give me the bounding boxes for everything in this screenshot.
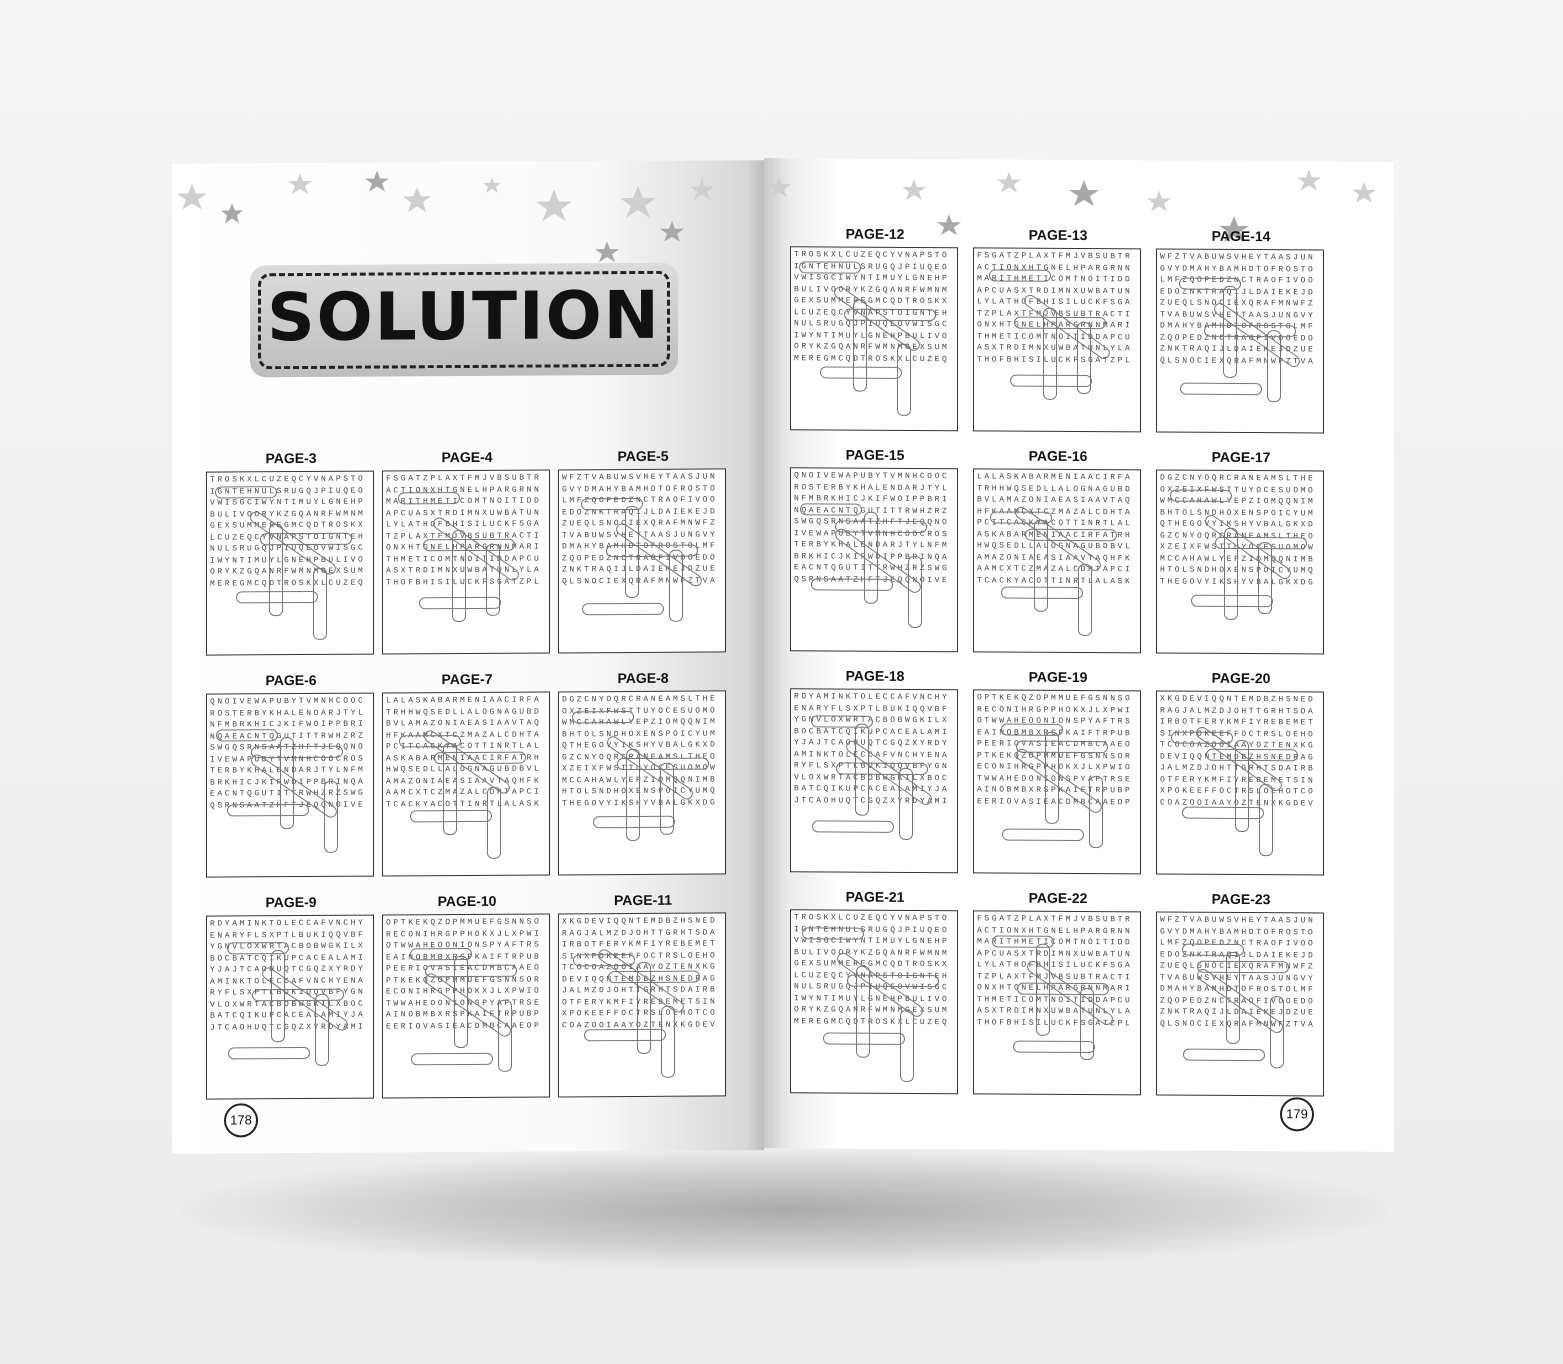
word-search-grid: RDYAMINKTOLECCAFVNCHYENARYFLSXPTLBUKIQQVBFYGNVLOXWRTACBOBWGKILXBOCBATCQIKUPCACEALAMIYJAJTCAOHUQTCGQZXYRDYAMINKTOLECCAFVNCHYENARYFLSXPTLBUKIQQVBFYGNVLOXWRTACBOBWGKILXBOCBATCQIKUPCACEALAMIYJAJTCAOHUQTCGQZXYRDYAMI	[206, 915, 374, 1100]
puzzle-title: PAGE-20	[1211, 669, 1271, 687]
answer-highlight	[216, 729, 278, 741]
answer-highlight	[989, 269, 1051, 281]
answer-highlight	[251, 746, 343, 759]
word-search-grid: WFZTVABUWSVHEYTAASJUNGVYDMAHYBAMHDTOFROSTOLMFZQOPEDZNCTRAOFIVOOEDOZNKTRAQIJLDAIEKEJDZUEQLSNOCIEXQRAFMNWFZTVABUWSVHEYTAASJUNGVYDMAHYBAMHDTOFROSTOLMFZQOPEDZNCTRAOFIVOOEDOZNKTRAQIJLDAIEKEJDZUEQLSNOCIEXQRAFMNWFZTVA	[558, 468, 726, 653]
answer-highlight	[1182, 807, 1264, 820]
word-search-grid: WFZTVABUWSVHEYTAASJUNGVYDMAHYBAMHDTOFROSTOLMFZQOPEDZNCTRAOFIVOOEDOZNKTRAQIJLDAIEKEJDZUEQLSNOCIEXQRAFMNWFZTVABUWSVHEYTAASJUNGVYDMAHYBAMHDTOFROSTOLMFZQOPEDZNCTRAOFIVOOEDOZNKTRAQIJLDAIEKEJDZUEQLSNOCIEXQRAFMNWFZTVA	[1156, 248, 1324, 433]
puzzle-title: PAGE-18	[845, 667, 905, 684]
answer-highlight	[1180, 383, 1262, 396]
puzzle-tile	[790, 887, 960, 1094]
puzzle-tile	[790, 224, 960, 431]
answer-highlight	[227, 804, 309, 817]
word-search-grid: QNOIVEWAPUBYTVMNHCOOCROSTERBYKHALENDARJTYLNFMBRKHICJKIFWOIPPBRINQAEACNTQGUTITTRWHZRZSWGQSRNSAATZHFTJEQQNOIVEWAPUBYTVMNHCOOCROSTERBYKHALENDARJTYLNFMBRKHICJKIFWOIPPBRINQAEACNTQGUTITTRWHZRZSWGQSRNSAATZHFTJEQQNOIVE	[790, 467, 958, 652]
puzzle-title: PAGE-11	[613, 891, 673, 909]
puzzle-title: PAGE-6	[265, 671, 317, 689]
puzzle-tile	[973, 888, 1143, 1095]
puzzle-tile	[1156, 668, 1326, 875]
puzzle-tile	[973, 225, 1143, 432]
puzzle-tile	[558, 668, 728, 875]
puzzle-title: PAGE-22	[1028, 889, 1088, 907]
word-search-grid: DGZCNYOQRCRANEAMSLTHEOXZEIXFWSTTUYOCESUOMOWMCCAHAWLYEPZIOMQQNIMBHTOLSNDHOXENSPOICYUMQTHEGOVYIKSHYVBALGKXDGZCNYOQRCRANEAMSLTHEOXZEIXFWSTTUYOCESUOMOWMCCAHAWLYEPZIOMQQNIMBHTOLSNDHOXENSPOICYUMQTHEGOVYIKSHYVBALGKXDG	[558, 690, 726, 875]
puzzle-title: PAGE-19	[1028, 668, 1088, 686]
answer-highlight	[897, 344, 911, 416]
answer-highlight	[411, 1053, 493, 1066]
page-number-right: 179	[1280, 1097, 1314, 1131]
answer-highlight	[584, 1029, 666, 1042]
answer-highlight	[582, 603, 664, 616]
word-search-grid: LALASKABARMENIAACIRFATRHHWQSEDLLALOGNAGUBDBVLAMAZONIAEASIAAVTAQHFKAAMCXTCZMAZALCDHTAPCITCACKYACOTTINRTLALASKABARMENIAACIRFATRHHWQSEDLLALOGNAGUBDBVLAMAZONIAEASIAAVTAQHFKAAMCXTCZMAZALCDHTAPCITCACKYACOTTINRTLALASK	[382, 691, 550, 876]
puzzle-tile	[206, 671, 376, 878]
puzzle-title: PAGE-5	[617, 447, 669, 465]
puzzle-title: PAGE-8	[617, 669, 669, 687]
answer-highlight	[313, 568, 327, 640]
answer-highlight	[1259, 784, 1273, 856]
answer-highlight	[228, 1047, 310, 1060]
answer-highlight	[812, 820, 894, 833]
word-search-grid: FSGATZPLAXTFMJVBSUBTRACTIONXHTGNELHPARGRNNMARITHMETICOMTNOITIDDAPCUASXTRDIMNXUWBATUNLYLATHOFBHISILUCKFSGATZPLAXTFMJVBSUBTRACTIONXHTGNELHPARGRNNMARITHMETICOMTNOITIDDAPCUASXTRDIMNXUWBATUNLYLATHOFBHISILUCKFSGATZPL	[382, 469, 550, 654]
answer-highlight	[835, 521, 927, 534]
puzzle-tile	[206, 893, 376, 1100]
banner-title: SOLUTION	[267, 276, 661, 357]
puzzle-title: PAGE-12	[845, 225, 905, 242]
word-search-grid: XKGDEVIQQNTEMDBZHSNEDRAGJALMZDJOHTTGRHTSDAIRBOTFERYKMFIYREBEMETSINXPOKEEFFOCTRSLOEHOTCOCOAZOOIAAYOZTENXKGDEVIQQNTEMDBZHSNEDRAGJALMZDJOHTTGRHTSDAIRBOTFERYKMFIYREBEMETSINXPOKEEFFOCTRSLOEHOTCOCOAZOOIAAYOZTENXKGDEV	[558, 912, 726, 1097]
puzzle-tile	[382, 669, 552, 876]
answer-highlight	[800, 503, 862, 515]
puzzle-title: PAGE-21	[845, 888, 905, 905]
puzzle-tile	[973, 667, 1143, 874]
answer-highlight	[1013, 1041, 1095, 1054]
puzzle-title: PAGE-7	[441, 670, 493, 688]
puzzle-tile	[790, 445, 960, 652]
puzzle-title: PAGE-13	[1028, 226, 1088, 244]
answer-highlight	[487, 787, 501, 859]
puzzle-tile	[382, 447, 552, 654]
puzzle-title: PAGE-10	[437, 892, 497, 910]
word-search-grid: QNOIVEWAPUBYTVMNHCOOCROSTERBYKHALENDARJTYLNFMBRKHICJKIFWOIPPBRINQAEACNTQGUTITTRWHZRZSWGQSRNSAATZHFTJEQQNOIVEWAPUBYTVMNHCOOCROSTERBYKHALENDARJTYLNFMBRKHICJKIFWOIPPBRINQAEACNTQGUTITTRWHZRZSWGQSRNSAATZHFTJEQQNOIVE	[206, 693, 374, 878]
puzzle-title: PAGE-16	[1028, 447, 1088, 465]
puzzle-tile	[973, 446, 1143, 653]
left-page	[172, 160, 764, 1154]
answer-highlight	[271, 950, 285, 1042]
puzzle-tile	[558, 890, 728, 1097]
word-search-grid: FSGATZPLAXTFMJVBSUBTRACTIONXHTGNELHPARGRNNMARITHMETICOMTNOITIDDAPCUASXTRDIMNXUWBATUNLYLATHOFBHISILUCKFSGATZPLAXTFMJVBSUBTRACTIONXHTGNELHPARGRNNMARITHMETICOMTNOITIDDAPCUASXTRDIMNXUWBATUNLYLATHOFBHISILUCKFSGATZPL	[973, 910, 1141, 1095]
answer-highlight	[1036, 944, 1050, 1036]
answer-highlight	[625, 506, 639, 598]
solution-banner	[250, 263, 678, 378]
answer-highlight	[1170, 490, 1232, 502]
puzzle-tile	[790, 666, 960, 873]
puzzle-title: PAGE-14	[1211, 227, 1271, 245]
puzzle-tile	[1156, 889, 1326, 1096]
puzzle-title: PAGE-9	[265, 893, 317, 911]
word-search-grid: XKGDEVIQQNTEMDBZHSNEDRAGJALMZDJOHTTGRHTSDAIRBOTFERYKMFIYREBEMETSINXPOKEEFFOCTRSLOEHOTCOCOAZOOIAAYOZTENXKGDEVIQQNTEMDBZHSNEDRAGJALMZDJOHTTGRHTSDAIRBOTFERYKMFIYREBEMETSINXPOKEEFFOCTRSLOEHOTCOCOAZOOIAAYOZTENXKGDEV	[1156, 690, 1324, 875]
puzzle-title: PAGE-23	[1211, 890, 1271, 908]
puzzle-tile	[1156, 447, 1326, 654]
answer-highlight	[572, 711, 634, 723]
puzzle-title: PAGE-3	[265, 449, 317, 467]
answer-highlight	[1183, 1049, 1265, 1062]
word-search-grid: RDYAMINKTOLECCAFVNCHYENARYFLSXPTLBUKIQQVBFYGNVLOXWRTACBOBWGKILXBOCBATCQIKUPCACEALAMIYJAJTCAOHUQTCGQZXYRDYAMINKTOLECCAFVNCHYENARYFLSXPTLBUKIQQVBFYGNVLOXWRTACBOBWGKILXBOCBATCQIKUPCACEALAMIYJAJTCAOHUQTCGQZXYRDYAMI	[790, 688, 958, 873]
answer-highlight	[811, 578, 893, 591]
answer-highlight	[215, 486, 277, 498]
puzzle-tile	[206, 449, 376, 656]
word-search-grid: WFZTVABUWSVHEYTAASJUNGVYDMAHYBAMHDTOFROSTOLMFZQOPEDZNCTRAOFIVOOEDOZNKTRAQIJLDAIEKEJDZUEQLSNOCIEXQRAFMNWFZTVABUWSVHEYTAASJUNGVYDMAHYBAMHDTOFROSTOLMFZQOPEDZNCTRAOFIVOOEDOZNKTRAQIJLDAIEKEJDZUEQLSNOCIEXQRAFMNWFZTVA	[1156, 911, 1324, 1096]
answer-highlight	[900, 1010, 914, 1082]
answer-highlight	[802, 927, 864, 939]
book-shadow	[180, 1150, 1390, 1270]
word-search-grid: TROSKXLCUZEQCYVNAPSTOIGNTEHNULSRUGQJPIUQEOVWISGCIWYNTIMUYLGNEHPBULIVOORYKZGQANRFWMNMGEXSUMMEREGMCQDTROSKXLCUZEQCYVNAPSTOIGNTEHNULSRUGQJPIUQEOVWISGCIWYNTIMUYLGNEHPBULIVOORYKZGQANRFWMNMGEXSUMMEREGMCQDTROSKXLCUZEQ	[790, 909, 958, 1094]
word-search-grid: TROSKXLCUZEQCYVNAPSTOIGNTEHNULSRUGQJPIUQEOVWISGCIWYNTIMUYLGNEHPBULIVOORYKZGQANRFWMNMGEXSUMMEREGMCQDTROSKXLCUZEQCYVNAPSTOIGNTEHNULSRUGQJPIUQEOVWISGCIWYNTIMUYLGNEHPBULIVOORYKZGQANRFWMNMGEXSUMMEREGMCQDTROSKXLCUZEQ	[206, 471, 374, 656]
answer-highlight	[1223, 286, 1237, 378]
answer-highlight	[1078, 564, 1092, 636]
puzzle-title: PAGE-4	[441, 448, 493, 466]
word-search-grid: OPTKEKQZOPMMUEFGSNNSORECONIHRGPPHOKXJLXPWIOTWWAHEOONIONSPYAFTRSEAINOBMBXRSPKAIFTRPUBPEERIOVASIEACDMBCAAEOPTKEKQZOPMMUEFGSNNSORECONIHRGPPHOKXJLXPWIOTWWAHEOONIONSPYAFTRSEAINOBMBXRSPKAIFTRPUBPEERIOVASIEACDMBCAAEOP	[382, 913, 550, 1098]
answer-highlight	[855, 724, 869, 816]
answer-highlight	[398, 492, 460, 504]
puzzle-tile	[382, 891, 552, 1098]
puzzle-title: PAGE-15	[845, 446, 905, 463]
right-page	[764, 158, 1394, 1152]
puzzle-tile	[558, 446, 728, 653]
answer-highlight	[1016, 741, 1108, 754]
answer-highlight	[799, 261, 861, 273]
word-search-grid: LALASKABARMENIAACIRFATRHHWQSEDLLALOGNAGUBDBVLAMAZONIAEASIAAVTAQHFKAAMCXTCZMAZALCDHTAPCITCACKYACOTTINRTLALASKABARMENIAACIRFATRHHWQSEDLLALOGNAGUBDBVLAMAZONIAEASIAAVTAQHFKAAMCXTCZMAZALCDHTAPCITCACKYACOTTINRTLALASK	[973, 468, 1141, 653]
word-search-grid: DGZCNYOQRCRANEAMSLTHEOXZEIXFWSTTUYOCESUOMOWMCCAHAWLYEPZIOMQQNIMBHTOLSNDHOXENSPOICYUMQTHEGOVYIKSHYVBALGKXDGZCNYOQRCRANEAMSLTHEOXZEIXFWSTTUYOCESUOMOWMCCAHAWLYEPZIOMQQNIMBHTOLSNDHOXENSPOICYUMQTHEGOVYIKSHYVBALGKXDG	[1156, 469, 1324, 654]
word-search-grid: TROSKXLCUZEQCYVNAPSTOIGNTEHNULSRUGQJPIUQEOVWISGCIWYNTIMUYLGNEHPBULIVOORYKZGQANRFWMNMGEXSUMMEREGMCQDTROSKXLCUZEQCYVNAPSTOIGNTEHNULSRUGQJPIUQEOVWISGCIWYNTIMUYLGNEHPBULIVOORYKZGQANRFWMNMGEXSUMMEREGMCQDTROSKXLCUZEQ	[790, 246, 958, 431]
word-search-grid: FSGATZPLAXTFMJVBSUBTRACTIONXHTGNELHPARGRNNMARITHMETICOMTNOITIDDAPCUASXTRDIMNXUWBATUNLYLATHOFBHISILUCKFSGATZPLAXTFMJVBSUBTRACTIONXHTGNELHPARGRNNMARITHMETICOMTNOITIDDAPCUASXTRDIMNXUWBATUNLYLATHOFBHISILUCKFSGATZPL	[973, 247, 1141, 432]
page-number-left: 178	[224, 1103, 258, 1137]
puzzle-title: PAGE-17	[1211, 448, 1271, 466]
answer-highlight	[425, 965, 517, 978]
puzzle-tile	[1156, 226, 1326, 433]
answer-highlight	[661, 1006, 675, 1078]
answer-highlight	[1197, 961, 1289, 974]
answer-highlight	[1002, 829, 1084, 842]
word-search-grid: OPTKEKQZOPMMUEFGSNNSORECONIHRGPPHOKXJLXPWIOTWWAHEOONIONSPYAFTRSEAINOBMBXRSPKAIFTRPUBPEERIOVASIEACDMBCAAEOPTKEKQZOPMMUEFGSNNSORECONIHRGPPHOKXJLXPWIOTWWAHEOONIONSPYAFTRSEAINOBMBXRSPKAIFTRPUBPEERIOVASIEACDMBCAAEOP	[973, 689, 1141, 874]
